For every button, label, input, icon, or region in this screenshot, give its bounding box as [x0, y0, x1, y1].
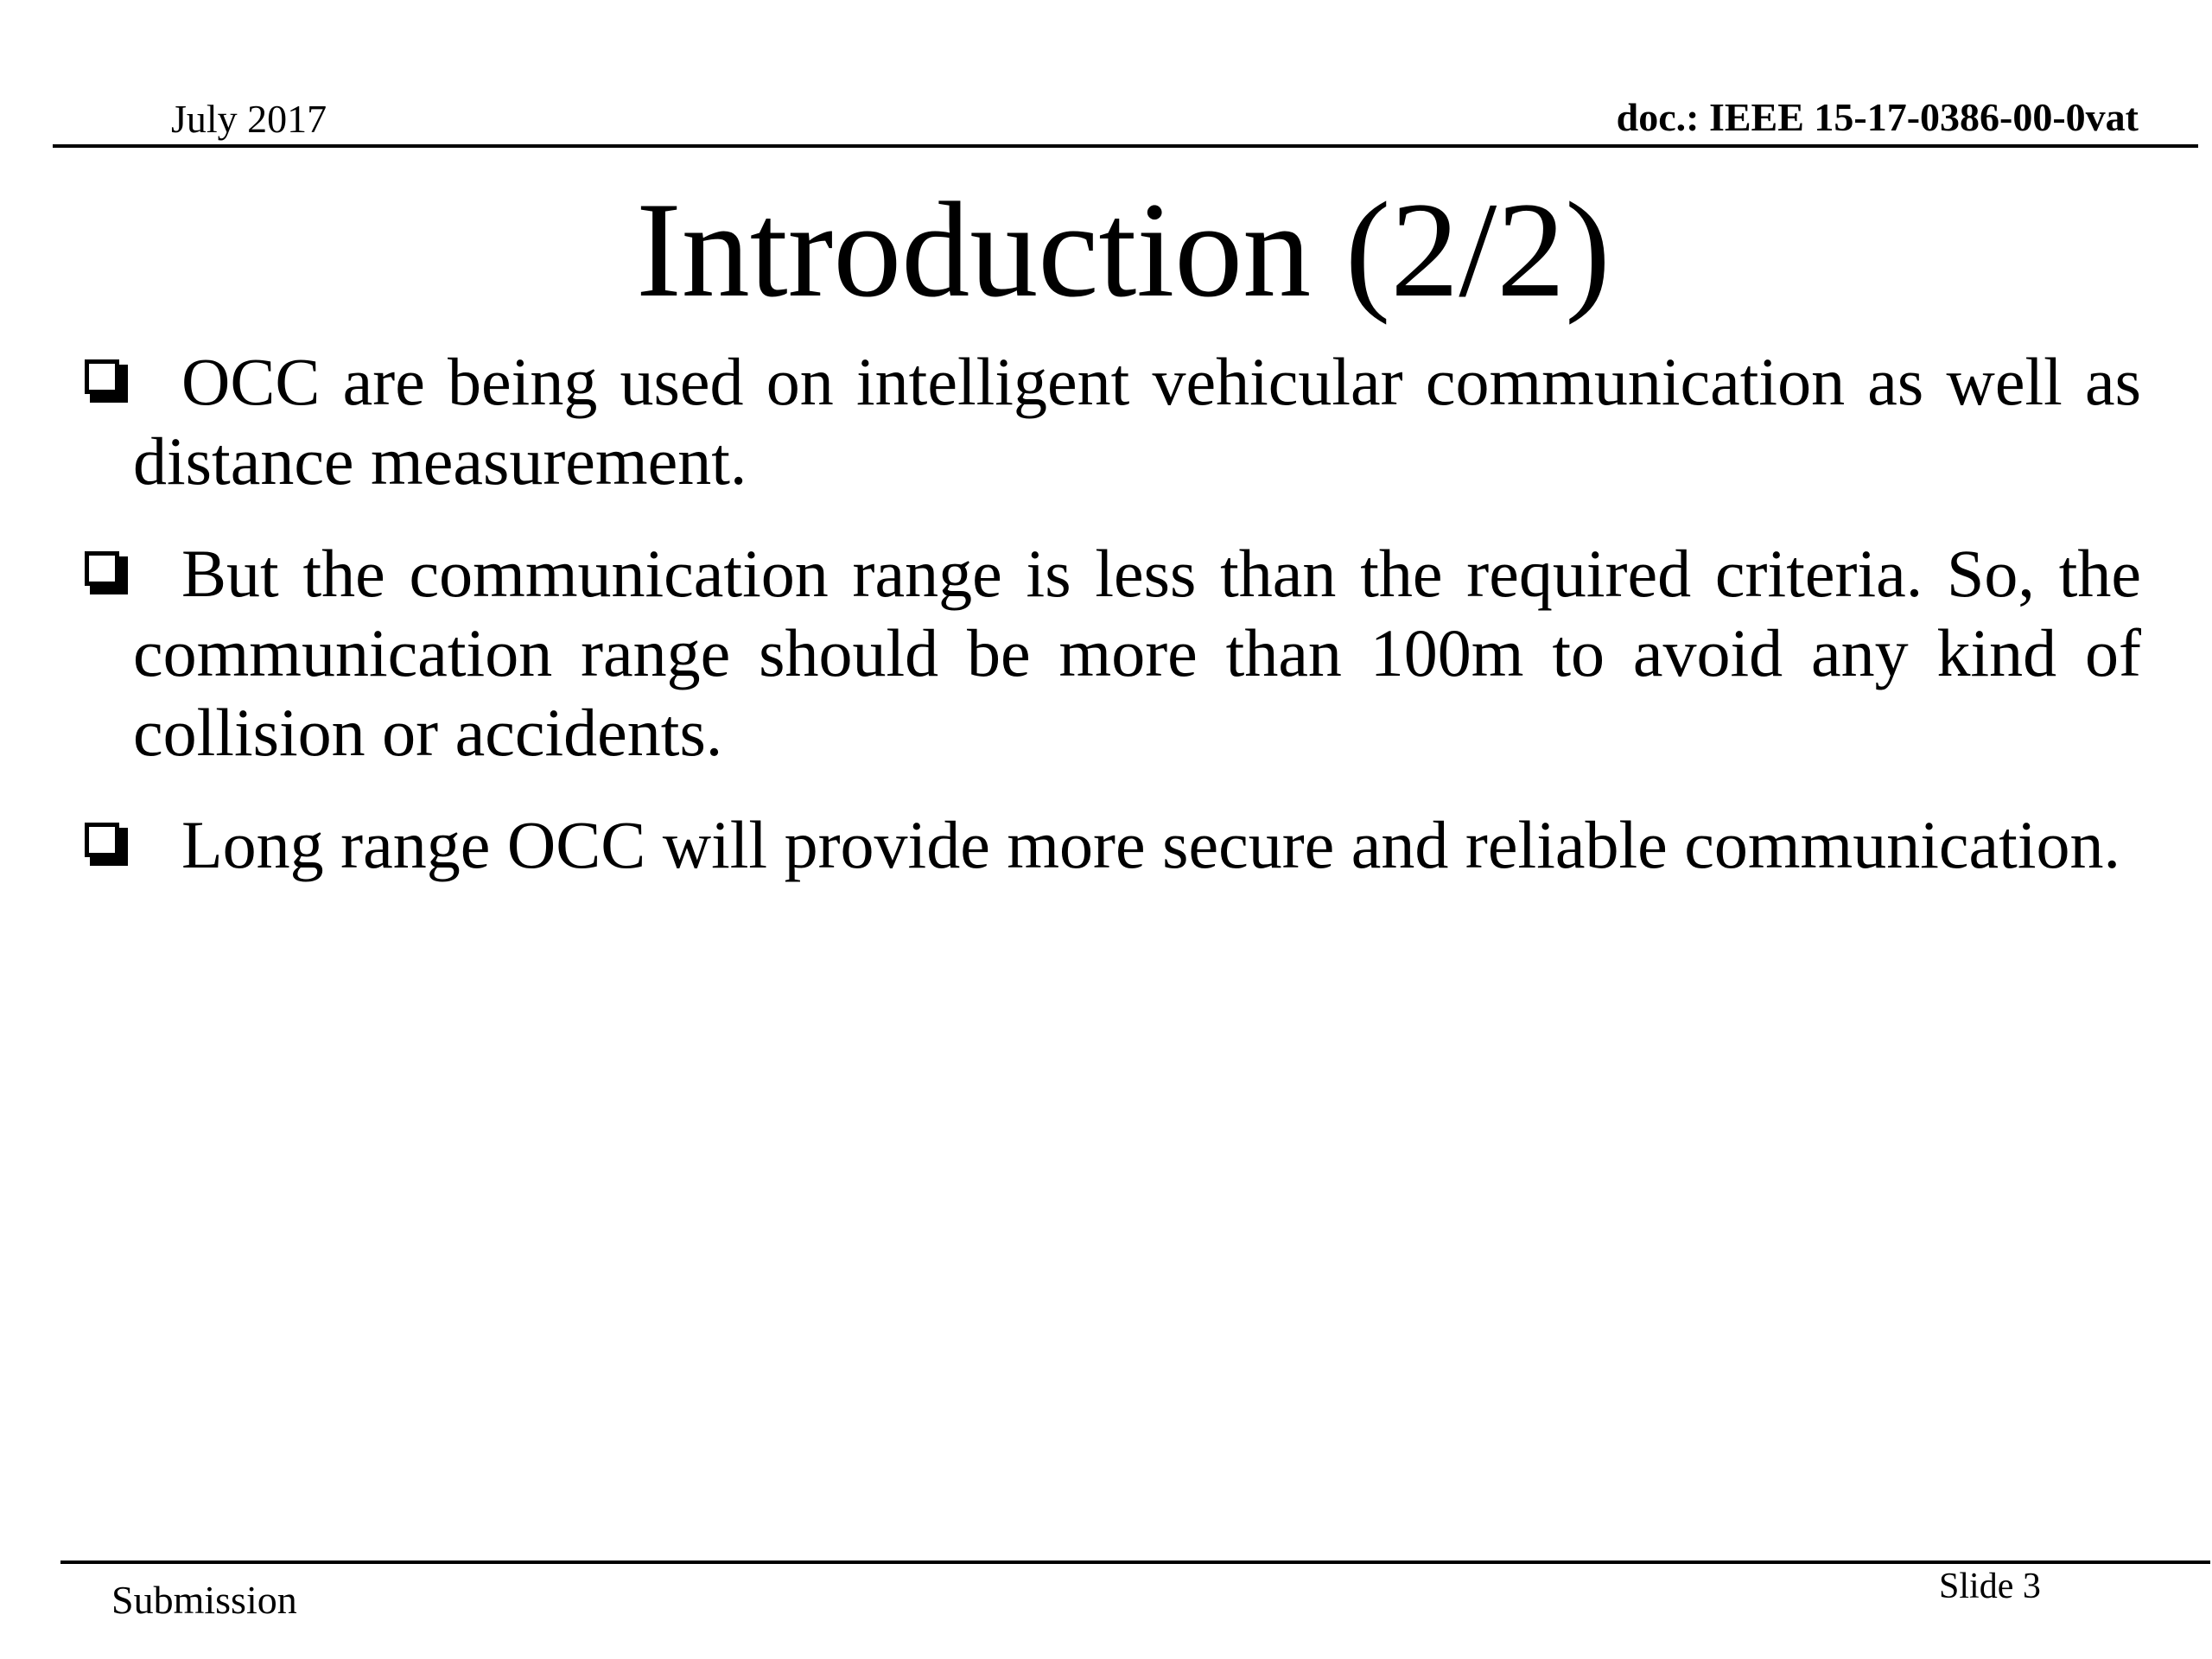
bullet-text: OCC are being used on intelligent vehicular communication as well as distance measurement. — [133, 344, 2141, 499]
bullet-item — [79, 534, 2141, 772]
bullet-list — [79, 342, 2141, 918]
header-doc-id: doc.: IEEE 15-17-0386-00-0vat — [1616, 95, 2139, 139]
checkbox-square-icon — [85, 551, 128, 594]
checkbox-square-icon — [85, 359, 128, 403]
header-divider — [53, 144, 2198, 148]
header-date: July 2017 — [171, 97, 327, 141]
footer-submission: Submission — [111, 1578, 297, 1622]
footer-divider — [60, 1560, 2210, 1564]
checkbox-square-icon — [85, 823, 128, 866]
bullet-item — [79, 805, 2141, 885]
bullet-text: Long range OCC will provide more secure and reliable communication. — [181, 807, 2120, 882]
slide-title: Introduction (2/2) — [636, 175, 1611, 326]
footer-slide-number: Slide 3 — [1939, 1567, 2041, 1606]
bullet-text: But the communication range is less than the required criteria. So, the communication range should be more than 100m to avoid any kind of collision or accidents. — [133, 536, 2141, 770]
bullet-item — [79, 342, 2141, 501]
